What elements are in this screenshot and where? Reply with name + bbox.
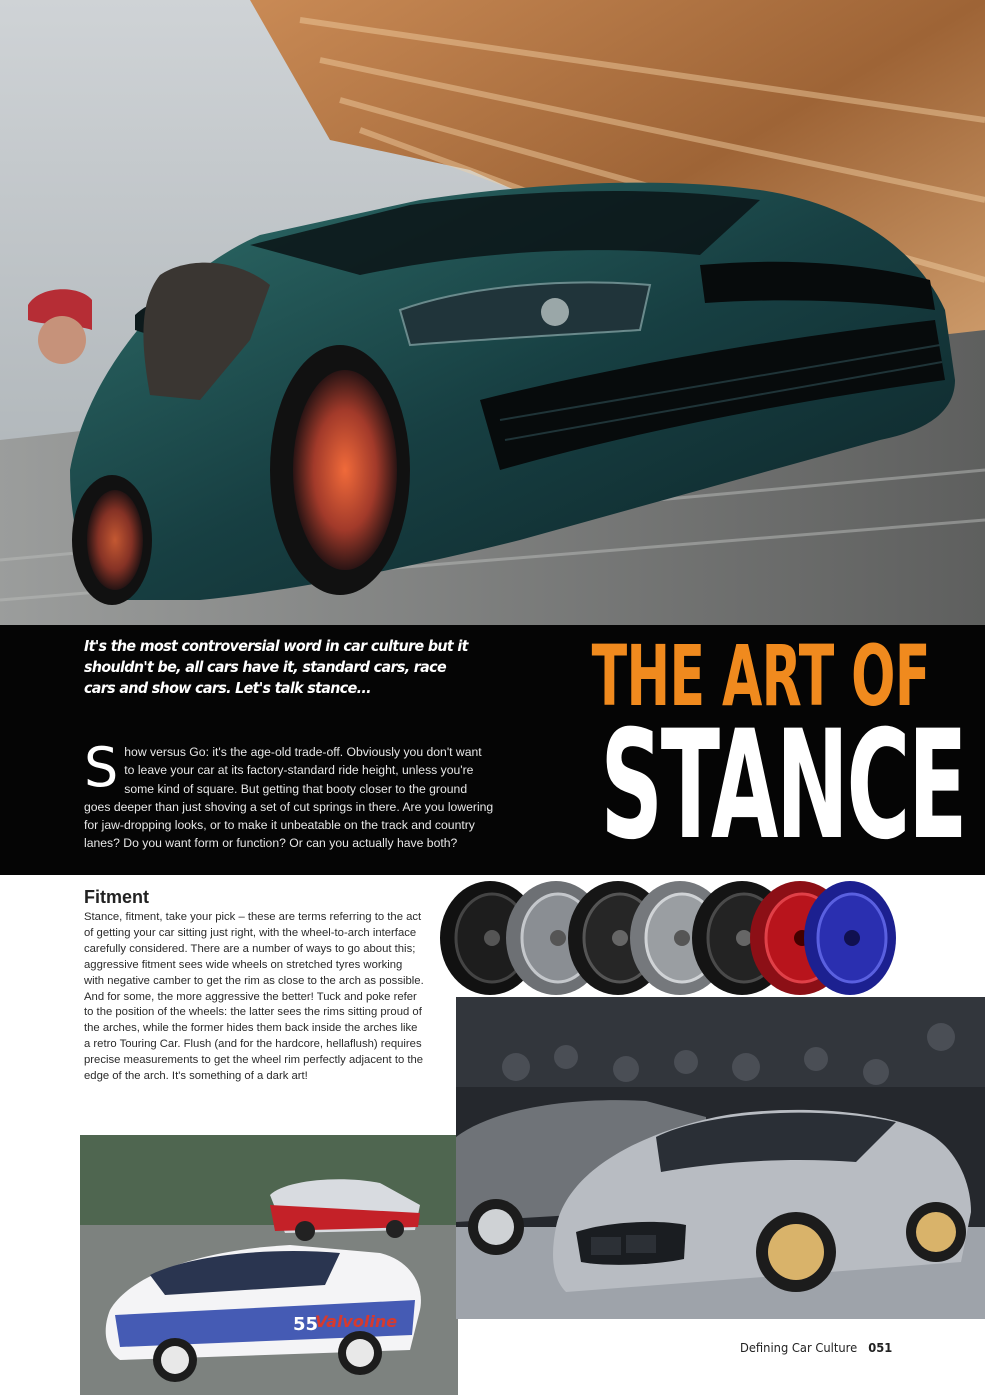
intro-paragraph [84, 736, 494, 853]
wheel-blue [804, 881, 896, 995]
hero-photo-scirocco [0, 0, 985, 625]
livery-number: 55 [293, 1314, 319, 1335]
intro-text: how versus Go: it's the age-old trade-off. Obviously you don't want to leave your car at its factory-standard ride height, unless you're some kind of square. But getting that booty closer to the ground goes deeper than just shoving a set of cut springs in there. Are you lowering for jaw-dropping looks, or to make it unbeatable on the track and country lanes? Do you want form or function? Or can you actually have both? [84, 745, 494, 851]
fitment-body: Stance, fitment, take your pick – these are terms referring to the act of getting your car sitting just right, with the wheel-to-arch interface carefully considered. There are a number of ways to go about this; aggressive fitment sees wide wheels on stretched tyres working with negative camber to get the rim as close to the arch as possible. And for some, the more aggressive the better! Tuck and poke refer to the position of the wheels: the latter sees the rims sitting proud of the arches, while the former hides them back inside the arches like a retro Touring Car. Flush (and for the hardcore, hellaflush) requires precise measurements to get the wheel rim perfectly adjacent to the edge of the arch. It's something of a dark art! [84, 911, 424, 1083]
wheels-lineup-photo [438, 878, 898, 998]
touring-car-photo [80, 1135, 458, 1395]
headline-line-2: STANCE [600, 699, 966, 873]
page-footer [740, 1340, 892, 1355]
show-car-photo [456, 997, 985, 1319]
drop-cap: S [84, 736, 119, 799]
headline-line-1: THE ART OF [591, 627, 930, 725]
page-number: 051 [868, 1340, 893, 1355]
livery-sponsor: Valvoline [315, 1312, 398, 1331]
standfirst: It's the most controversial word in car culture but it shouldn't be, all cars have it, standard cars, race cars and show cars. Let's talk stance... [84, 637, 468, 697]
headline [508, 627, 966, 873]
footer-section: Defining Car Culture [740, 1340, 858, 1355]
fitment-heading: Fitment [84, 887, 149, 907]
